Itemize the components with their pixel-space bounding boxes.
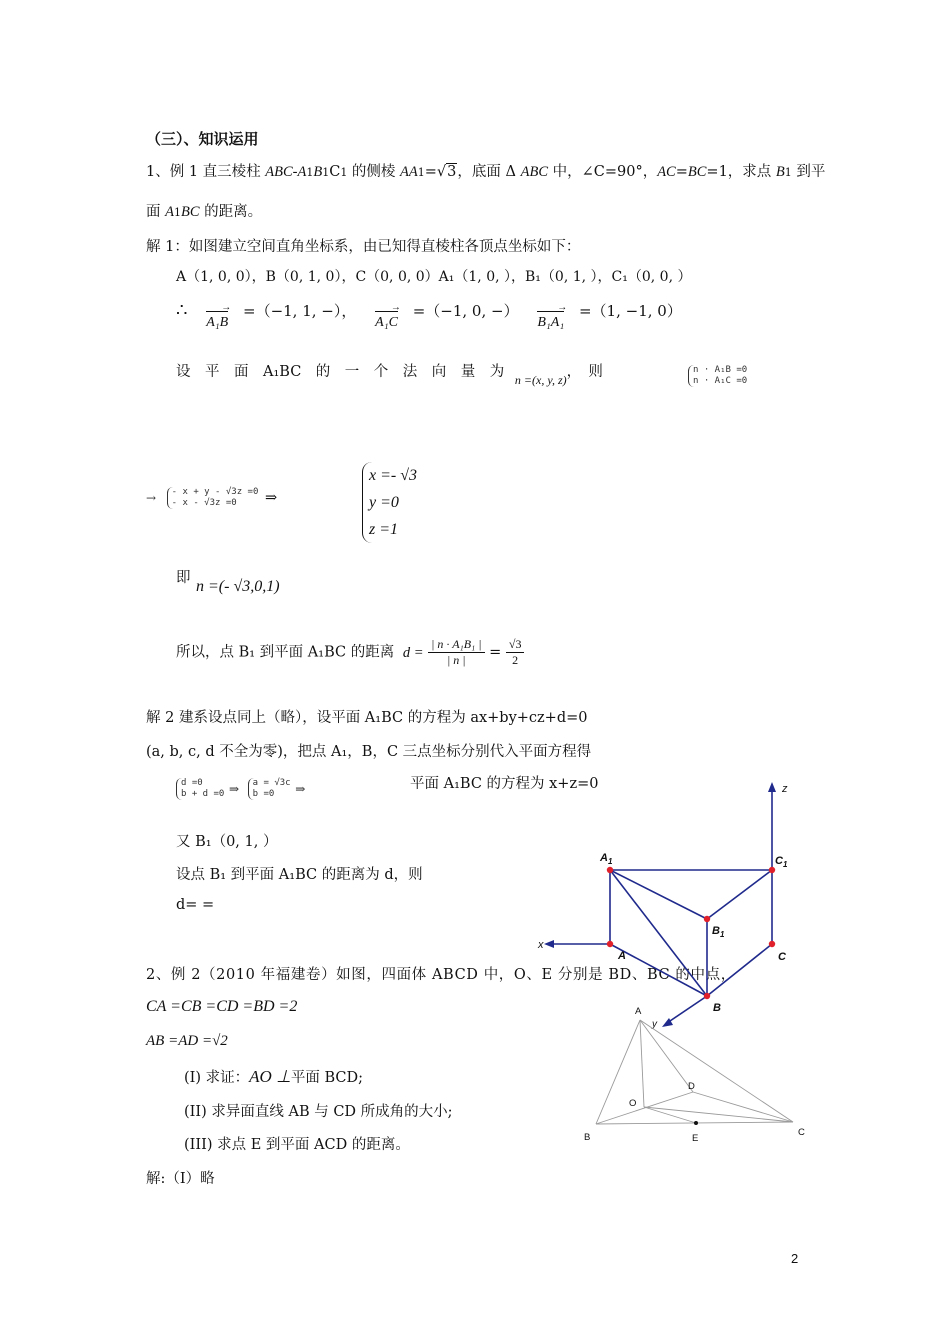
edge-b1-c1 [707, 870, 772, 919]
point-b [704, 993, 710, 999]
n-result: n =(- √3,0,1) [196, 578, 280, 595]
label-tetra-a: A [635, 1006, 642, 1017]
example2-eq2: AB =AD =√2 [146, 1033, 228, 1049]
b1-coords: 又 B₁（0, 1, ） [176, 834, 278, 850]
example2-line1: 2、例 2（2010 年福建卷）如图，四面体 ABCD 中，O、E 分别是 BD、BC 的中点， [146, 967, 736, 983]
point-c1 [769, 867, 775, 873]
label-a1: $A_1$ [600, 852, 613, 866]
point-a [607, 941, 613, 947]
sol2-systems: d =0 b + d =0 ⇒ a = √3c b =0 ⇒ [176, 778, 305, 800]
answer-1: 解:（I）略 [146, 1171, 215, 1187]
sol1-intro: 解 1：如图建立空间直角坐标系，由已知得直棱柱各顶点坐标如下： [146, 239, 581, 255]
label-tetra-d: D [688, 1081, 695, 1092]
sol1-coords: A（1, 0, 0），B（0, 1, 0），C（0, 0, 0）A₁（1, 0, ），B₁（0, 1, ），C₁（0, 0, ） [176, 269, 692, 285]
example1-line2: 面 A1BC 的距离。 [146, 204, 263, 220]
vector-a1c: A₁C → [375, 315, 398, 331]
label-a: A [618, 950, 626, 962]
edge-b-c [707, 944, 772, 996]
question-2: (II) 求异面直线 AB 与 CD 所成角的大小; [184, 1104, 453, 1120]
question-1: (I) 求证：AO ⊥平面 BCD; [184, 1067, 364, 1086]
plane-equation: 平面 A₁BC 的方程为 x+z=0 [410, 776, 599, 792]
tetrahedron-figure [578, 1000, 808, 1150]
sol2-distance-line: 设点 B₁ 到平面 A₁BC 的距离为 d，则 [176, 867, 423, 883]
edge-a1-b1 [610, 870, 707, 919]
label-x: x [538, 939, 544, 951]
segment-ao [640, 1020, 644, 1107]
edge-bd [596, 1092, 693, 1124]
label-tetra-o: O [629, 1098, 637, 1109]
diag-a1-b [610, 870, 707, 996]
segment-oc [644, 1107, 793, 1122]
section-title: （三）、知识运用 [146, 130, 259, 148]
edge-cd [693, 1092, 793, 1122]
distance-line: 所以，点 B₁ 到平面 A₁BC 的距离 d = $\frac{\text{| n · A₁B₁ |}}{| n |}$ = $\frac{√3}{2}$ [176, 637, 524, 668]
point-a1 [607, 867, 613, 873]
page-number: 2 [791, 1251, 799, 1266]
edge-ad [640, 1020, 693, 1092]
label-c1: $C_1$ [775, 855, 788, 869]
normal-vector-expr: n =(x, y, z) [514, 373, 567, 387]
vector-a1b: A₁B → [206, 315, 228, 331]
z-arrow [768, 782, 776, 792]
prism-figure [530, 770, 810, 1030]
point-c [769, 941, 775, 947]
sol1-vectors: ∴ A₁B → =（−1, 1, −）， A₁C → =（−1, 0, −） B₁A₁ → =（1, −1, 0） [176, 300, 682, 321]
x-arrow [544, 940, 554, 948]
example1-line1: 1、例 1 直三棱柱 ABC-A1B1C1 的侧棱 AA1=√3，底面 Δ ABC 中，∠C=90°，AC=BC=1，求点 B1 到平 [146, 164, 826, 180]
system-1: n · A₁B =0 n · A₁C =0 [688, 365, 747, 387]
sol2-d-line: d= = [176, 897, 215, 913]
label-y: y [652, 1019, 657, 1030]
label-b: B [713, 1002, 721, 1014]
point-b1 [704, 916, 710, 922]
vector-b1a1: B₁A₁ → [537, 315, 564, 331]
example2-eq1: CA =CB =CD =BD =2 [146, 998, 298, 1015]
question-3: (III) 求点 E 到平面 ACD 的距离。 [184, 1137, 410, 1153]
point-e [694, 1121, 698, 1125]
edge-ac [640, 1020, 793, 1122]
label-tetra-e: E [692, 1133, 699, 1144]
label-b1: $B_1$ [712, 925, 725, 939]
sol2-line2: (a, b, c, d 不全为零)，把点 A₁，B，C 三点坐标分别代入平面方程得 [146, 744, 592, 760]
label-tetra-b: B [584, 1132, 591, 1143]
ie-label: 即 [176, 570, 191, 586]
sol2-intro: 解 2 建系设点同上（略），设平面 A₁BC 的方程为 ax+by+cz+d=0 [146, 710, 588, 726]
label-tetra-c: C [798, 1127, 805, 1138]
sol1-normal-line: 设 平 面 A₁BC 的 一 个 法 向 量 为 $_{n =(x, y, z)}$， 则 [176, 364, 603, 387]
system-2-line: → - x + y - √3z =0 - x - √3z =0 ⇒ [146, 487, 278, 508]
label-z: z [782, 783, 788, 795]
label-c: C [778, 951, 786, 963]
solution-system: x =- √3 y =0 z =1 [362, 462, 417, 543]
